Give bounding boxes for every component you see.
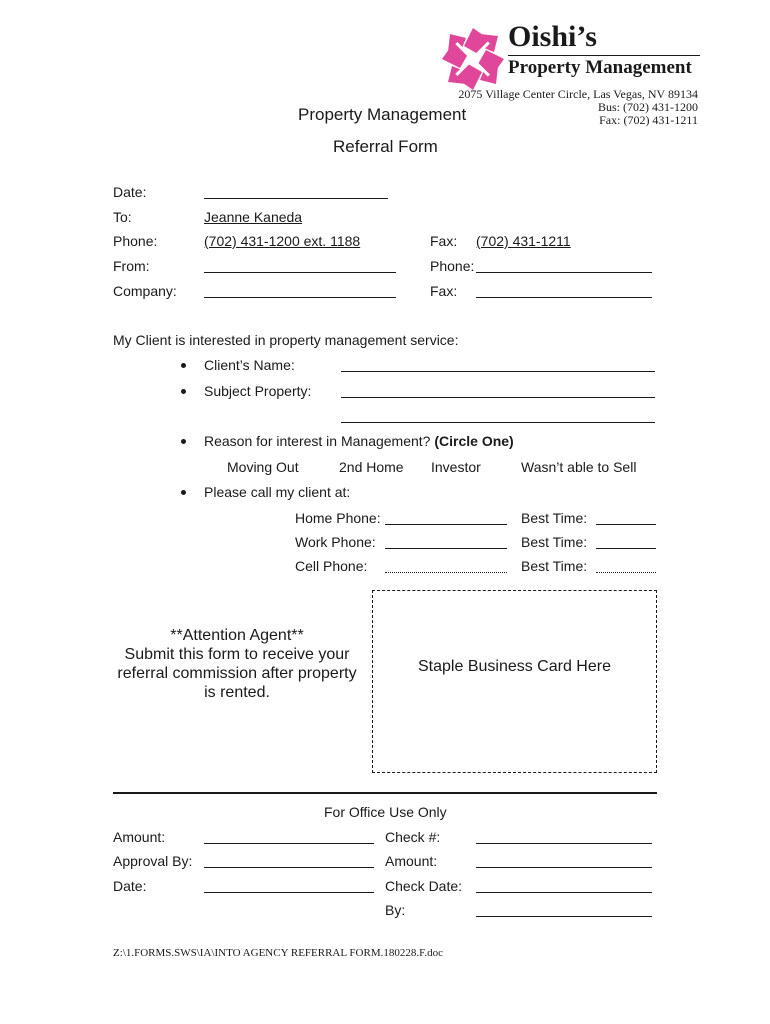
phone-label: Phone: xyxy=(113,233,158,249)
office-amount-label: Amount: xyxy=(113,829,166,845)
company-fax-label: Fax: xyxy=(430,283,458,299)
reason-text: Reason for interest in Management? xyxy=(204,433,431,449)
option-moving-out[interactable]: Moving Out xyxy=(227,459,299,475)
option-investor[interactable]: Investor xyxy=(431,459,481,475)
fax-value[interactable]: (702) 431-1211 xyxy=(476,233,571,249)
company-address: 2075 Village Center Circle, Las Vegas, NV 89134 xyxy=(458,87,698,101)
option-2nd-home[interactable]: 2nd Home xyxy=(339,459,404,475)
subject-property-field[interactable] xyxy=(341,397,655,398)
from-phone-label: Phone: xyxy=(430,258,475,274)
office-amount2-field[interactable] xyxy=(476,867,652,868)
work-best-time-label: Best Time: xyxy=(521,534,588,550)
subject-property-field-2[interactable] xyxy=(341,422,655,423)
approval-label: Approval By: xyxy=(113,853,193,869)
office-date-field[interactable] xyxy=(204,892,374,893)
date-field[interactable] xyxy=(204,198,388,199)
check-date-field[interactable] xyxy=(476,892,652,893)
business-card-label: Staple Business Card Here xyxy=(418,658,611,675)
attention-line-3: referral commission after property xyxy=(117,665,357,682)
company-label: Company: xyxy=(113,283,177,299)
home-best-time-label: Best Time: xyxy=(521,510,588,526)
company-logo-icon xyxy=(440,26,506,92)
by-field[interactable] xyxy=(476,916,652,917)
bullet xyxy=(181,490,186,495)
from-phone-field[interactable] xyxy=(476,272,652,273)
date-label: Date: xyxy=(113,184,147,200)
office-date-label: Date: xyxy=(113,878,147,894)
cell-phone-field[interactable] xyxy=(385,572,507,573)
company-bus-phone: Bus: (702) 431-1200 xyxy=(598,100,698,114)
home-best-time-field[interactable] xyxy=(596,524,656,525)
work-phone-label: Work Phone: xyxy=(295,534,376,550)
home-phone-field[interactable] xyxy=(385,524,507,525)
form-subtitle: Referral Form xyxy=(333,137,438,156)
form-title: Property Management xyxy=(298,105,467,124)
subject-property-label: Subject Property: xyxy=(204,383,312,399)
phone-value[interactable]: (702) 431-1200 ext. 1188 xyxy=(204,233,361,249)
from-field[interactable] xyxy=(204,272,396,273)
office-amount-field[interactable] xyxy=(204,843,374,844)
client-name-label: Client’s Name: xyxy=(204,357,295,373)
call-client-label: Please call my client at: xyxy=(204,484,351,500)
cell-phone-label: Cell Phone: xyxy=(295,558,368,574)
work-phone-field[interactable] xyxy=(385,548,507,549)
check-no-field[interactable] xyxy=(476,843,652,844)
reason-instruction: (Circle One) xyxy=(434,433,514,449)
from-label: From: xyxy=(113,258,150,274)
to-value[interactable]: Jeanne Kaneda xyxy=(204,209,303,225)
fax-label: Fax: xyxy=(430,233,458,249)
company-fax-field[interactable] xyxy=(476,297,652,298)
company-field[interactable] xyxy=(204,297,396,298)
cell-best-time-field[interactable] xyxy=(596,572,656,573)
attention-heading: **Attention Agent** xyxy=(170,627,304,644)
check-no-label: Check #: xyxy=(385,829,441,845)
company-subtitle: Property Management xyxy=(508,57,692,78)
office-divider xyxy=(113,792,657,794)
check-date-label: Check Date: xyxy=(385,878,463,894)
attention-block xyxy=(110,626,364,702)
cell-best-time-label: Best Time: xyxy=(521,558,588,574)
home-phone-label: Home Phone: xyxy=(295,510,381,526)
attention-line-4: is rented. xyxy=(204,684,270,701)
office-heading: For Office Use Only xyxy=(324,804,447,820)
bullet xyxy=(181,389,186,394)
company-fax: Fax: (702) 431-1211 xyxy=(599,113,698,127)
office-amount2-label: Amount: xyxy=(385,853,438,869)
to-label: To: xyxy=(113,209,132,225)
option-unable-to-sell[interactable]: Wasn’t able to Sell xyxy=(521,459,637,475)
client-intro: My Client is interested in property management service: xyxy=(113,332,459,348)
approval-field[interactable] xyxy=(204,867,374,868)
letterhead-rule xyxy=(508,55,700,56)
bullet xyxy=(181,439,186,444)
attention-line-2: Submit this form to receive your xyxy=(124,646,350,663)
business-card-box xyxy=(372,590,657,773)
work-best-time-field[interactable] xyxy=(596,548,656,549)
client-name-field[interactable] xyxy=(341,371,655,372)
footer-filepath: Z:\1.FORMS.SWS\IA\INTO AGENCY REFERRAL FORM.180228.F.doc xyxy=(113,947,443,959)
by-label: By: xyxy=(385,902,406,918)
bullet xyxy=(181,363,186,368)
reason-label xyxy=(204,433,514,449)
company-name: Oishi’s xyxy=(508,20,597,53)
